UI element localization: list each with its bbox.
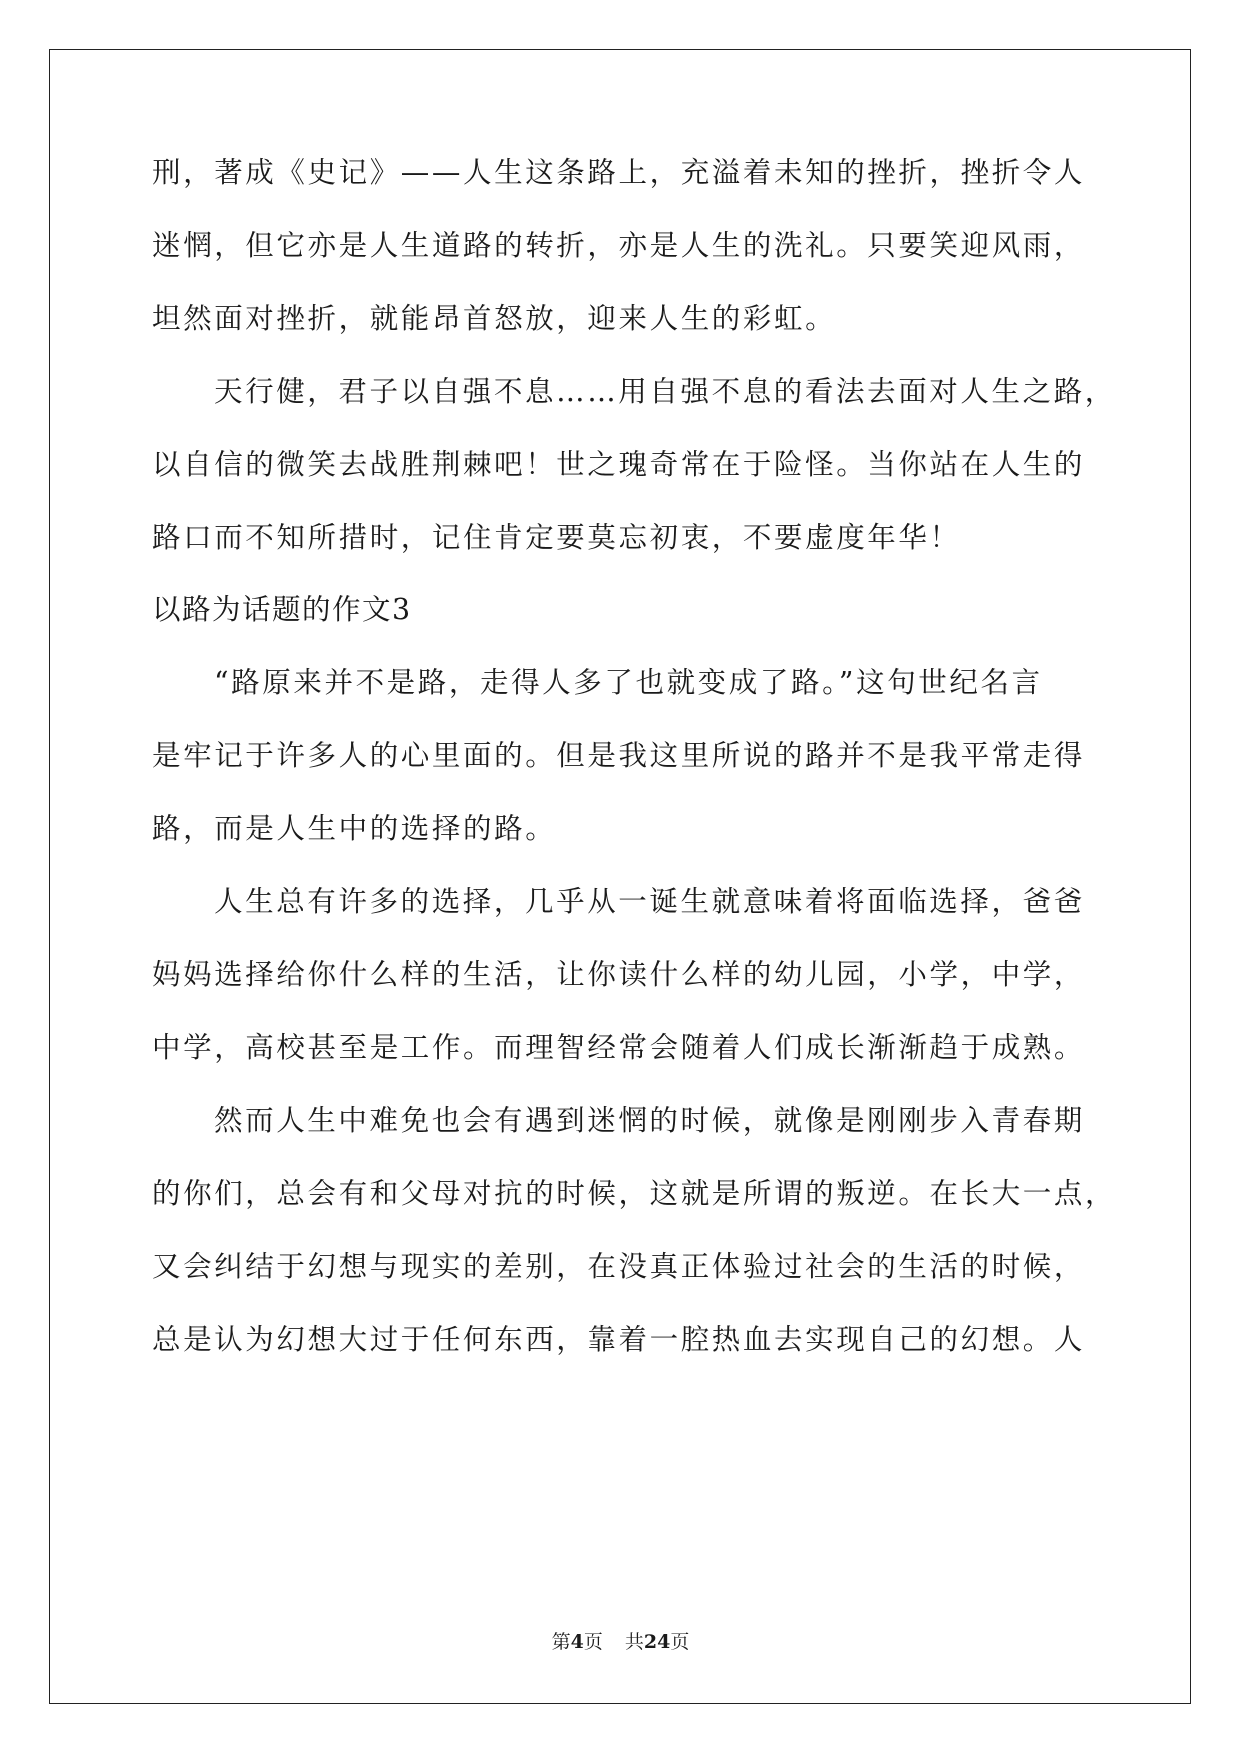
footer-prefix: 第 xyxy=(551,1631,571,1653)
footer-total-suffix: 页 xyxy=(670,1631,690,1653)
text-line: 路，而是人生中的选择的路。 xyxy=(152,812,557,845)
text-line: 总是认为幻想大过于任何东西，靠着一腔热血去实现自己的幻想。人 xyxy=(152,1323,1086,1356)
paragraph-start-line: “路原来并不是路，走得人多了也就变成了路。”这句世纪名言 xyxy=(214,666,1043,699)
page-footer xyxy=(0,1630,1241,1654)
text-line: 坦然面对挫折，就能昂首怒放，迎来人生的彩虹。 xyxy=(152,302,837,335)
text-line: 又会纠结于幻想与现实的差别，在没真正体验过社会的生活的时候， xyxy=(152,1250,1086,1283)
section-heading: 以路为话题的作文3 xyxy=(152,593,412,626)
text-line: 的你们，总会有和父母对抗的时候，这就是所谓的叛逆。在长大一点， xyxy=(152,1177,1117,1210)
paragraph-start-line: 人生总有许多的选择，几乎从一诞生就意味着将面临选择，爸爸 xyxy=(214,885,1085,918)
text-line: 妈妈选择给你什么样的生活，让你读什么样的幼儿园，小学，中学， xyxy=(152,958,1086,991)
paragraph-start-line: 天行健，君子以自强不息……用自强不息的看法去面对人生之路， xyxy=(214,375,1116,408)
paragraph-start-line: 然而人生中难免也会有遇到迷惘的时候，就像是刚刚步入青春期 xyxy=(214,1104,1085,1137)
text-line: 刑，著成《史记》——人生这条路上，充溢着未知的挫折，挫折令人 xyxy=(152,156,1086,189)
text-line: 中学，高校甚至是工作。而理智经常会随着人们成长渐渐趋于成熟。 xyxy=(152,1031,1086,1064)
footer-total-prefix: 共 xyxy=(624,1631,644,1653)
text-line: 以自信的微笑去战胜荆棘吧！世之瑰奇常在于险怪。当你站在人生的 xyxy=(152,448,1086,481)
current-page-number: 4 xyxy=(570,1631,584,1653)
text-line: 路口而不知所措时，记住肯定要莫忘初衷，不要虚度年华！ xyxy=(152,521,961,554)
footer-page-suffix: 页 xyxy=(583,1631,603,1653)
page-border xyxy=(49,49,1191,1704)
total-page-count: 24 xyxy=(643,1631,671,1653)
text-line: 是牢记于许多人的心里面的。但是我这里所说的路并不是我平常走得 xyxy=(152,739,1086,772)
text-line: 迷惘，但它亦是人生道路的转折，亦是人生的洗礼。只要笑迎风雨， xyxy=(152,229,1086,262)
